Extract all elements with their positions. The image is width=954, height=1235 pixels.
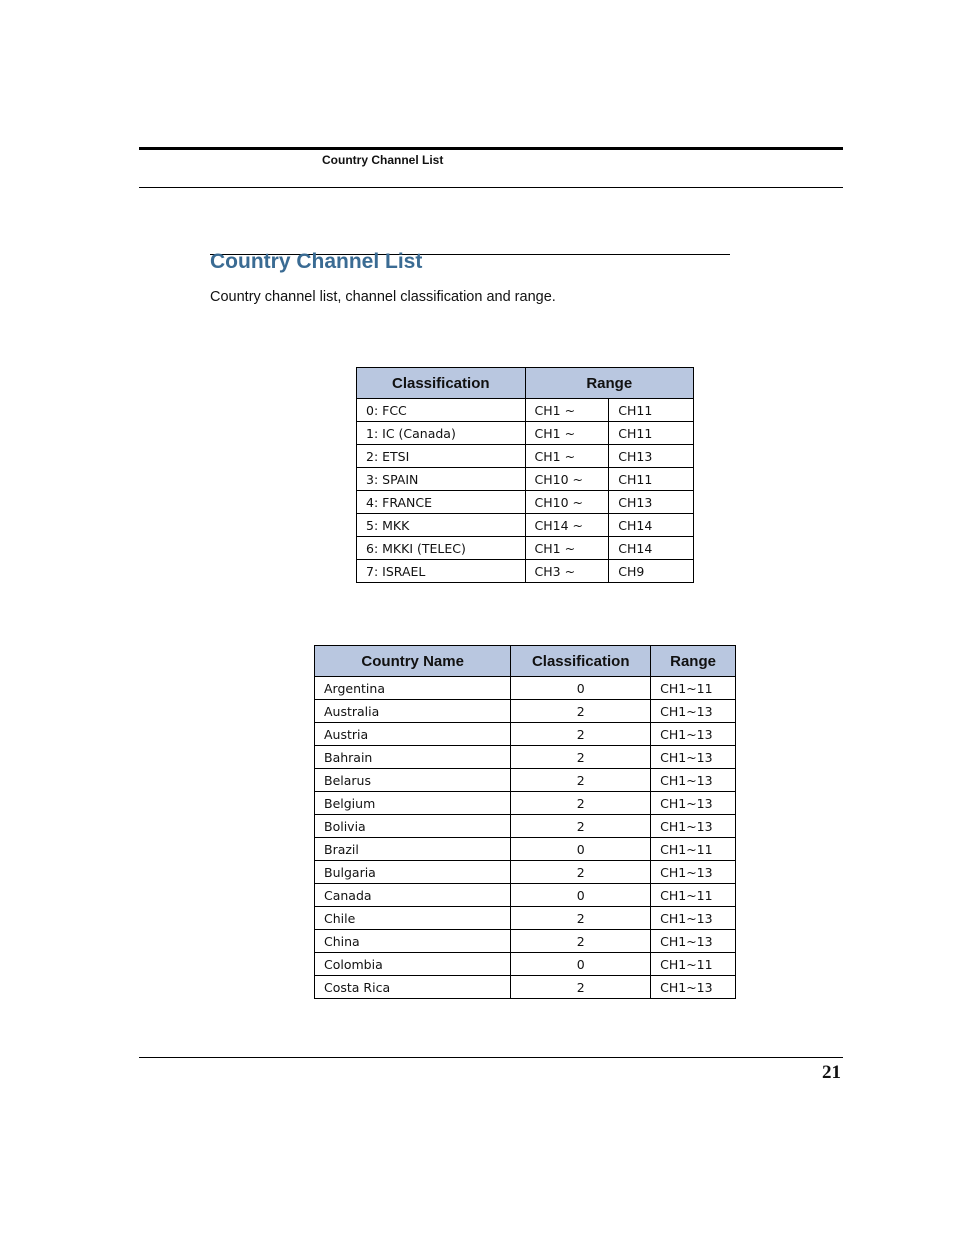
- cell-country: China: [315, 930, 511, 953]
- cell-classification: 0: [511, 884, 651, 907]
- cell-classification: 3: SPAIN: [357, 468, 526, 491]
- table-header-row: [315, 646, 736, 677]
- cell-range: CH1~13: [651, 746, 736, 769]
- cell-range: CH1~13: [651, 976, 736, 999]
- cell-country: Costa Rica: [315, 976, 511, 999]
- cell-from: CH1 ~: [525, 399, 609, 422]
- cell-range: CH1~13: [651, 907, 736, 930]
- table-header-row: [357, 368, 694, 399]
- table-row: [315, 976, 736, 999]
- cell-country: Bolivia: [315, 815, 511, 838]
- table-row: [315, 769, 736, 792]
- cell-classification: 2: [511, 746, 651, 769]
- cell-to: CH9: [609, 560, 694, 583]
- cell-country: Austria: [315, 723, 511, 746]
- running-header-title: Country Channel List: [322, 153, 444, 167]
- table-row: [357, 537, 694, 560]
- country-table-body: [315, 677, 736, 999]
- column-header-range: Range: [651, 646, 736, 677]
- table-row: [315, 953, 736, 976]
- cell-classification: 2: [511, 976, 651, 999]
- cell-classification: 2: [511, 815, 651, 838]
- footer-rule: [139, 1057, 843, 1058]
- cell-country: Canada: [315, 884, 511, 907]
- table-row: [315, 861, 736, 884]
- cell-to: CH13: [609, 445, 694, 468]
- cell-to: CH11: [609, 468, 694, 491]
- section-title: Country Channel List: [210, 250, 423, 273]
- cell-range: CH1~13: [651, 769, 736, 792]
- column-header-classification: Classification: [357, 368, 526, 399]
- table-row: [315, 884, 736, 907]
- cell-classification: 1: IC (Canada): [357, 422, 526, 445]
- header-top-rule: [139, 147, 843, 150]
- cell-country: Argentina: [315, 677, 511, 700]
- cell-classification: 5: MKK: [357, 514, 526, 537]
- table-row: [315, 930, 736, 953]
- page-number: 21: [822, 1062, 841, 1083]
- cell-to: CH13: [609, 491, 694, 514]
- country-channel-table: [314, 645, 736, 999]
- table-row: [357, 468, 694, 491]
- cell-classification: 2: [511, 930, 651, 953]
- cell-classification: 0: [511, 677, 651, 700]
- section-intro: Country channel list, channel classification and range.: [210, 289, 556, 305]
- table-row: [357, 445, 694, 468]
- cell-classification: 2: ETSI: [357, 445, 526, 468]
- cell-range: CH1~13: [651, 723, 736, 746]
- table-row: [357, 560, 694, 583]
- cell-range: CH1~11: [651, 677, 736, 700]
- cell-to: CH11: [609, 422, 694, 445]
- cell-range: CH1~13: [651, 861, 736, 884]
- cell-classification: 0: [511, 953, 651, 976]
- table-row: [315, 792, 736, 815]
- cell-classification: 2: [511, 700, 651, 723]
- table-row: [315, 677, 736, 700]
- header-bottom-rule: [139, 187, 843, 188]
- column-header-range: Range: [525, 368, 693, 399]
- cell-from: CH1 ~: [525, 445, 609, 468]
- cell-country: Australia: [315, 700, 511, 723]
- cell-classification: 2: [511, 723, 651, 746]
- cell-from: CH10 ~: [525, 468, 609, 491]
- cell-range: CH1~13: [651, 815, 736, 838]
- column-header-classification: Classification: [511, 646, 651, 677]
- table-row: [315, 700, 736, 723]
- column-header-country-name: Country Name: [315, 646, 511, 677]
- cell-from: CH10 ~: [525, 491, 609, 514]
- cell-from: CH1 ~: [525, 422, 609, 445]
- cell-country: Chile: [315, 907, 511, 930]
- cell-from: CH3 ~: [525, 560, 609, 583]
- table-row: [315, 815, 736, 838]
- table-row: [357, 514, 694, 537]
- cell-classification: 6: MKKI (TELEC): [357, 537, 526, 560]
- table-row: [357, 422, 694, 445]
- table-row: [357, 399, 694, 422]
- cell-to: CH11: [609, 399, 694, 422]
- cell-classification: 2: [511, 769, 651, 792]
- cell-classification: 0: FCC: [357, 399, 526, 422]
- cell-classification: 4: FRANCE: [357, 491, 526, 514]
- cell-classification: 0: [511, 838, 651, 861]
- classification-table-body: [357, 399, 694, 583]
- cell-to: CH14: [609, 514, 694, 537]
- cell-to: CH14: [609, 537, 694, 560]
- table-row: [315, 746, 736, 769]
- cell-country: Brazil: [315, 838, 511, 861]
- table-row: [315, 723, 736, 746]
- cell-country: Belarus: [315, 769, 511, 792]
- cell-classification: 2: [511, 861, 651, 884]
- cell-from: CH14 ~: [525, 514, 609, 537]
- table-row: [315, 838, 736, 861]
- cell-range: CH1~13: [651, 700, 736, 723]
- cell-classification: 2: [511, 907, 651, 930]
- cell-country: Bahrain: [315, 746, 511, 769]
- table-row: [357, 491, 694, 514]
- table-row: [315, 907, 736, 930]
- cell-classification: 7: ISRAEL: [357, 560, 526, 583]
- cell-from: CH1 ~: [525, 537, 609, 560]
- cell-country: Belgium: [315, 792, 511, 815]
- cell-range: CH1~11: [651, 884, 736, 907]
- cell-country: Colombia: [315, 953, 511, 976]
- cell-range: CH1~11: [651, 838, 736, 861]
- cell-range: CH1~13: [651, 930, 736, 953]
- cell-classification: 2: [511, 792, 651, 815]
- cell-range: CH1~11: [651, 953, 736, 976]
- classification-range-table: [356, 367, 694, 583]
- cell-country: Bulgaria: [315, 861, 511, 884]
- cell-range: CH1~13: [651, 792, 736, 815]
